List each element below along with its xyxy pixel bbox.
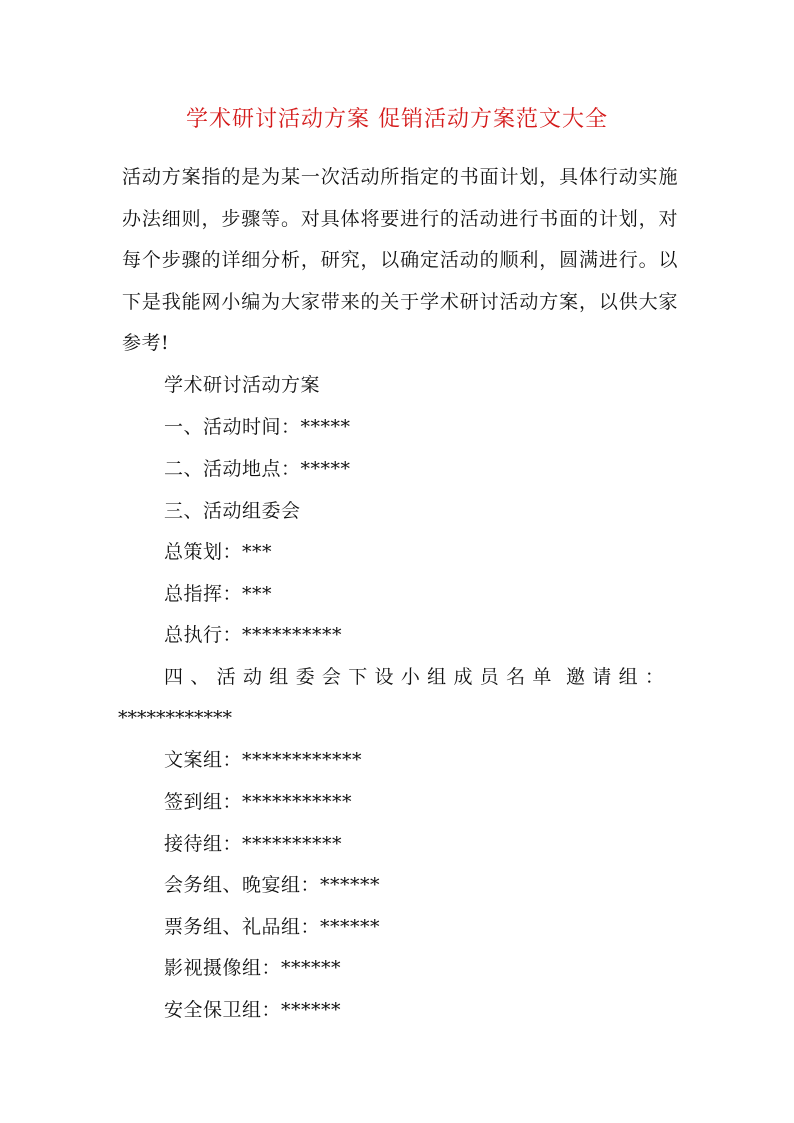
- char: 组: [618, 666, 638, 688]
- char: 、: [190, 666, 210, 688]
- char: ：: [644, 666, 664, 688]
- line-security-group: 安全保卫组：******: [164, 999, 342, 1021]
- char: 邀: [565, 666, 585, 688]
- char: 四: [164, 666, 184, 688]
- line-tickets-gifts-group: 票务组、礼品组：******: [164, 916, 381, 938]
- line-group-members-continuation: ************: [118, 707, 232, 729]
- line-general-executor: 总执行：**********: [164, 624, 343, 646]
- char: 设: [374, 666, 394, 688]
- line-meeting-banquet-group: 会务组、晚宴组：******: [164, 874, 381, 896]
- line-organizing-committee: 三、活动组委会: [164, 500, 301, 522]
- line-activity-place: 二、活动地点：*****: [164, 458, 351, 480]
- line-group-members-list: [164, 662, 664, 692]
- char: 单: [532, 666, 552, 688]
- char: 下: [348, 666, 368, 688]
- char: 会: [321, 666, 341, 688]
- document-title: 学术研讨活动方案 促销活动方案范文大全: [186, 107, 608, 132]
- char: 成: [453, 666, 473, 688]
- char: 委: [295, 666, 315, 688]
- char: 动: [242, 666, 262, 688]
- char: 请: [592, 666, 612, 688]
- line-copywriting-group: 文案组：************: [164, 749, 363, 771]
- section-heading: 学术研讨活动方案: [164, 374, 321, 396]
- line-reception-group: 接待组：**********: [164, 833, 343, 855]
- char: 组: [269, 666, 289, 688]
- intro-paragraph: 活动方案指的是为某一次活动所指定的书面计划，具体行动实施办法细则，步骤等。对具体将要进行的活动进行书面的计划，对每个步骤的详细分析，研究，以确定活动的顺利，圆满进行。以下是我能网小编为大家带来的关于学术研讨活动方案，以供大家参考!: [122, 166, 678, 354]
- char: 小: [400, 666, 420, 688]
- line-general-director: 总指挥：***: [164, 583, 273, 605]
- line-signin-group: 签到组：***********: [164, 791, 353, 813]
- line-general-planner: 总策划：***: [164, 541, 273, 563]
- char: 活: [216, 666, 236, 688]
- line-video-group: 影视摄像组：******: [164, 957, 342, 979]
- char: 名: [506, 666, 526, 688]
- line-activity-time: 一、活动时间：*****: [164, 416, 351, 438]
- char: 员: [479, 666, 499, 688]
- char: 组: [427, 666, 447, 688]
